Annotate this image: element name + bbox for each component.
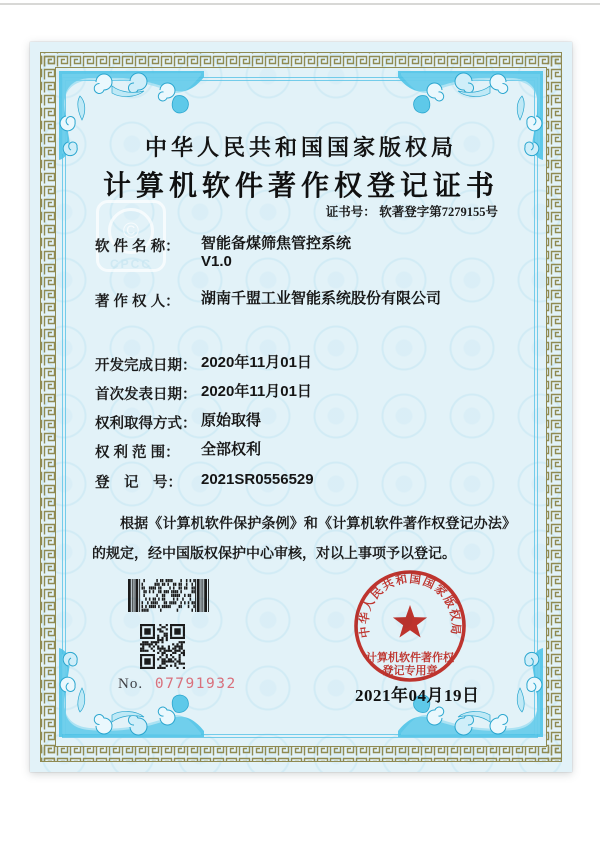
field-label: 权利取得方式： [95, 416, 197, 432]
issuing-authority-title: 中华人民共和国国家版权局 [144, 135, 457, 160]
certificate-number-value: 软著登字第7279155号 [379, 205, 498, 219]
field-rights-acquisition [95, 412, 261, 433]
cpcc-watermark-text: CPCC [109, 257, 152, 271]
serial-prefix: No. [118, 676, 144, 692]
official-seal [350, 566, 470, 686]
field-value: 2020年11月01日 [201, 383, 312, 400]
field-software-name [95, 235, 351, 271]
field-value [201, 235, 351, 271]
qr-code [140, 624, 185, 669]
certificate-page [30, 42, 572, 772]
issue-date: 2021年04月19日 [355, 686, 480, 705]
field-label: 开发完成日期： [95, 358, 197, 374]
software-name: 智能备煤筛焦管控系统 [201, 235, 352, 252]
certificate-number-line [326, 202, 498, 220]
field-rights-scope [95, 441, 261, 462]
serial-number: 07791932 [154, 676, 237, 692]
field-label: 首次发表日期： [95, 387, 197, 403]
field-label: 软 件 名 称： [95, 239, 180, 255]
software-version: V1.0 [201, 253, 232, 270]
seal-text-line2: 登记专用章 [382, 665, 438, 677]
certificate-number-label: 证书号： [325, 205, 376, 219]
field-value: 原始取得 [201, 412, 262, 429]
field-copyright-owner [95, 290, 441, 311]
certificate-title: 计算机软件著作权登记证书 [102, 171, 499, 202]
registration-statement: 根据《计算机软件保护条例》和《计算机软件著作权登记办法》的规定，经中国版权保护中心审核，对以上事项予以登记。 [92, 515, 516, 561]
serial-number-line [118, 676, 237, 693]
seal-ring-text: 中华人民共和国国家版权局 [358, 573, 462, 639]
field-value: 湖南千盟工业智能系统股份有限公司 [201, 290, 442, 307]
cpcc-watermark-symbol: © [108, 208, 154, 254]
photo-top-edge [0, 3, 600, 5]
field-label: 著 作 权 人： [95, 294, 180, 310]
field-dev-complete-date [95, 354, 312, 375]
field-label: 登 记 号： [95, 475, 182, 491]
field-value: 2020年11月01日 [201, 354, 312, 371]
field-value: 全部权利 [201, 441, 262, 458]
field-value: 2021SR0556529 [201, 471, 314, 488]
seal-star-icon [393, 605, 427, 638]
seal-text-line1: 计算机软件著作权 [366, 652, 454, 664]
field-label: 权 利 范 围： [95, 445, 180, 461]
barcode-2d [128, 579, 210, 612]
field-first-publish-date [95, 383, 312, 404]
field-registration-number [95, 471, 314, 492]
